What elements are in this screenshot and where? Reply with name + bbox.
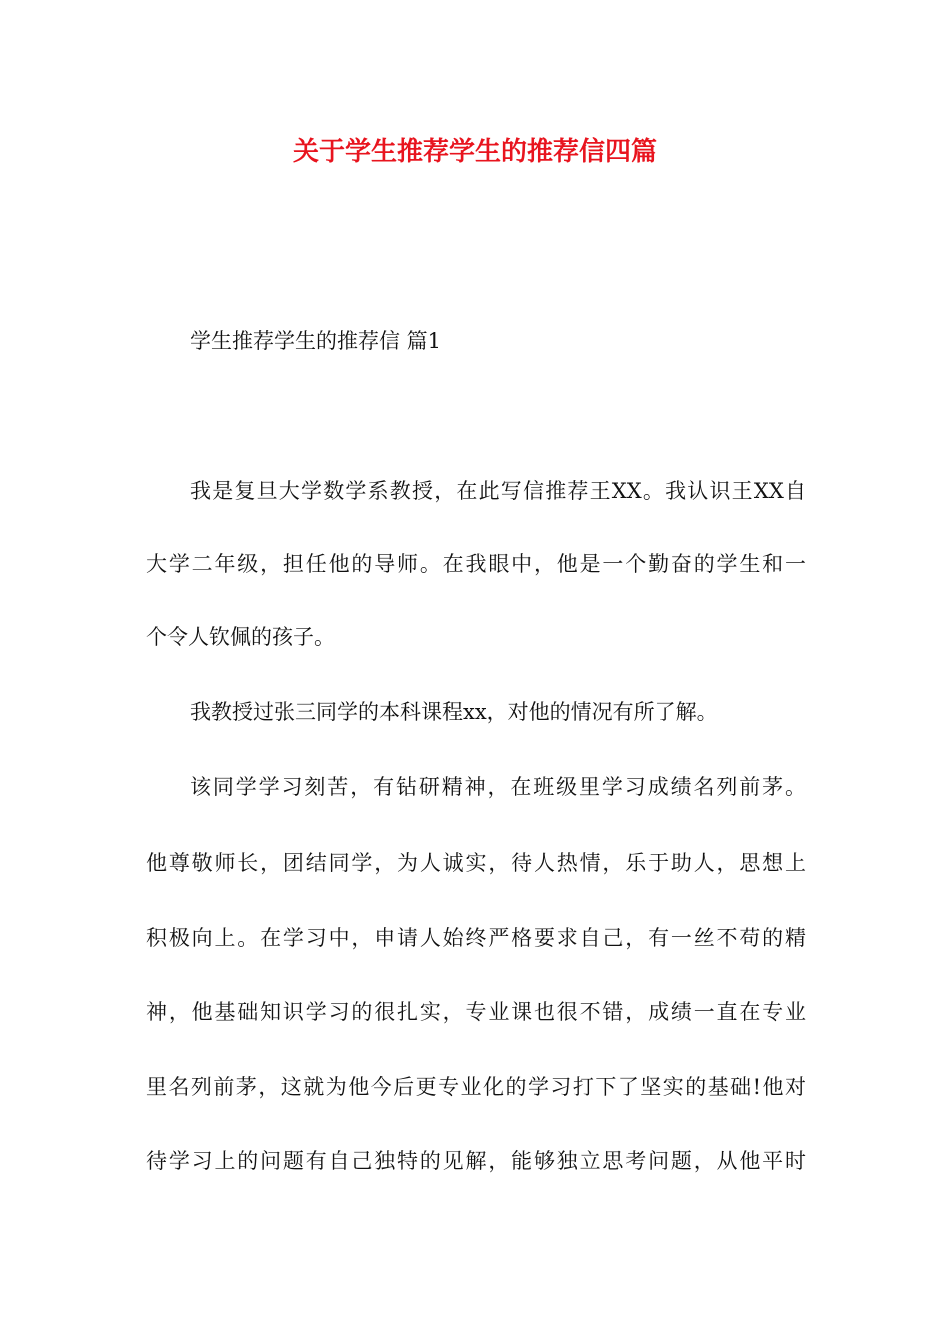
paragraph-line: 我教授过张三同学的本科课程xx，对他的情况有所了解。 [190, 700, 718, 724]
paragraph-line: 神，他基础知识学习的很扎实，专业课也很不错，成绩一直在专业 [146, 1000, 806, 1024]
paragraph-line: 个令人钦佩的孩子。 [146, 625, 335, 649]
paragraph-line: 里名列前茅，这就为他今后更专业化的学习打下了坚实的基础!他对 [146, 1075, 806, 1099]
section-heading: 学生推荐学生的推荐信 篇1 [190, 329, 442, 353]
paragraph-line: 大学二年级，担任他的导师。在我眼中，他是一个勤奋的学生和一 [146, 552, 806, 576]
paragraph-line: 该同学学习刻苦，有钻研精神，在班级里学习成绩名列前茅。 [190, 775, 806, 799]
paragraph-line: 他尊敬师长，团结同学，为人诚实，待人热情，乐于助人，思想上 [146, 851, 806, 875]
paragraph-line: 待学习上的问题有自己独特的见解，能够独立思考问题，从他平时 [146, 1149, 806, 1173]
paragraph-line: 我是复旦大学数学系教授，在此写信推荐王XX。我认识王XX自 [190, 479, 806, 503]
paragraph-line: 积极向上。在学习中，申请人始终严格要求自己，有一丝不苟的精 [146, 926, 806, 950]
document-title: 关于学生推荐学生的推荐信四篇 [292, 137, 657, 167]
